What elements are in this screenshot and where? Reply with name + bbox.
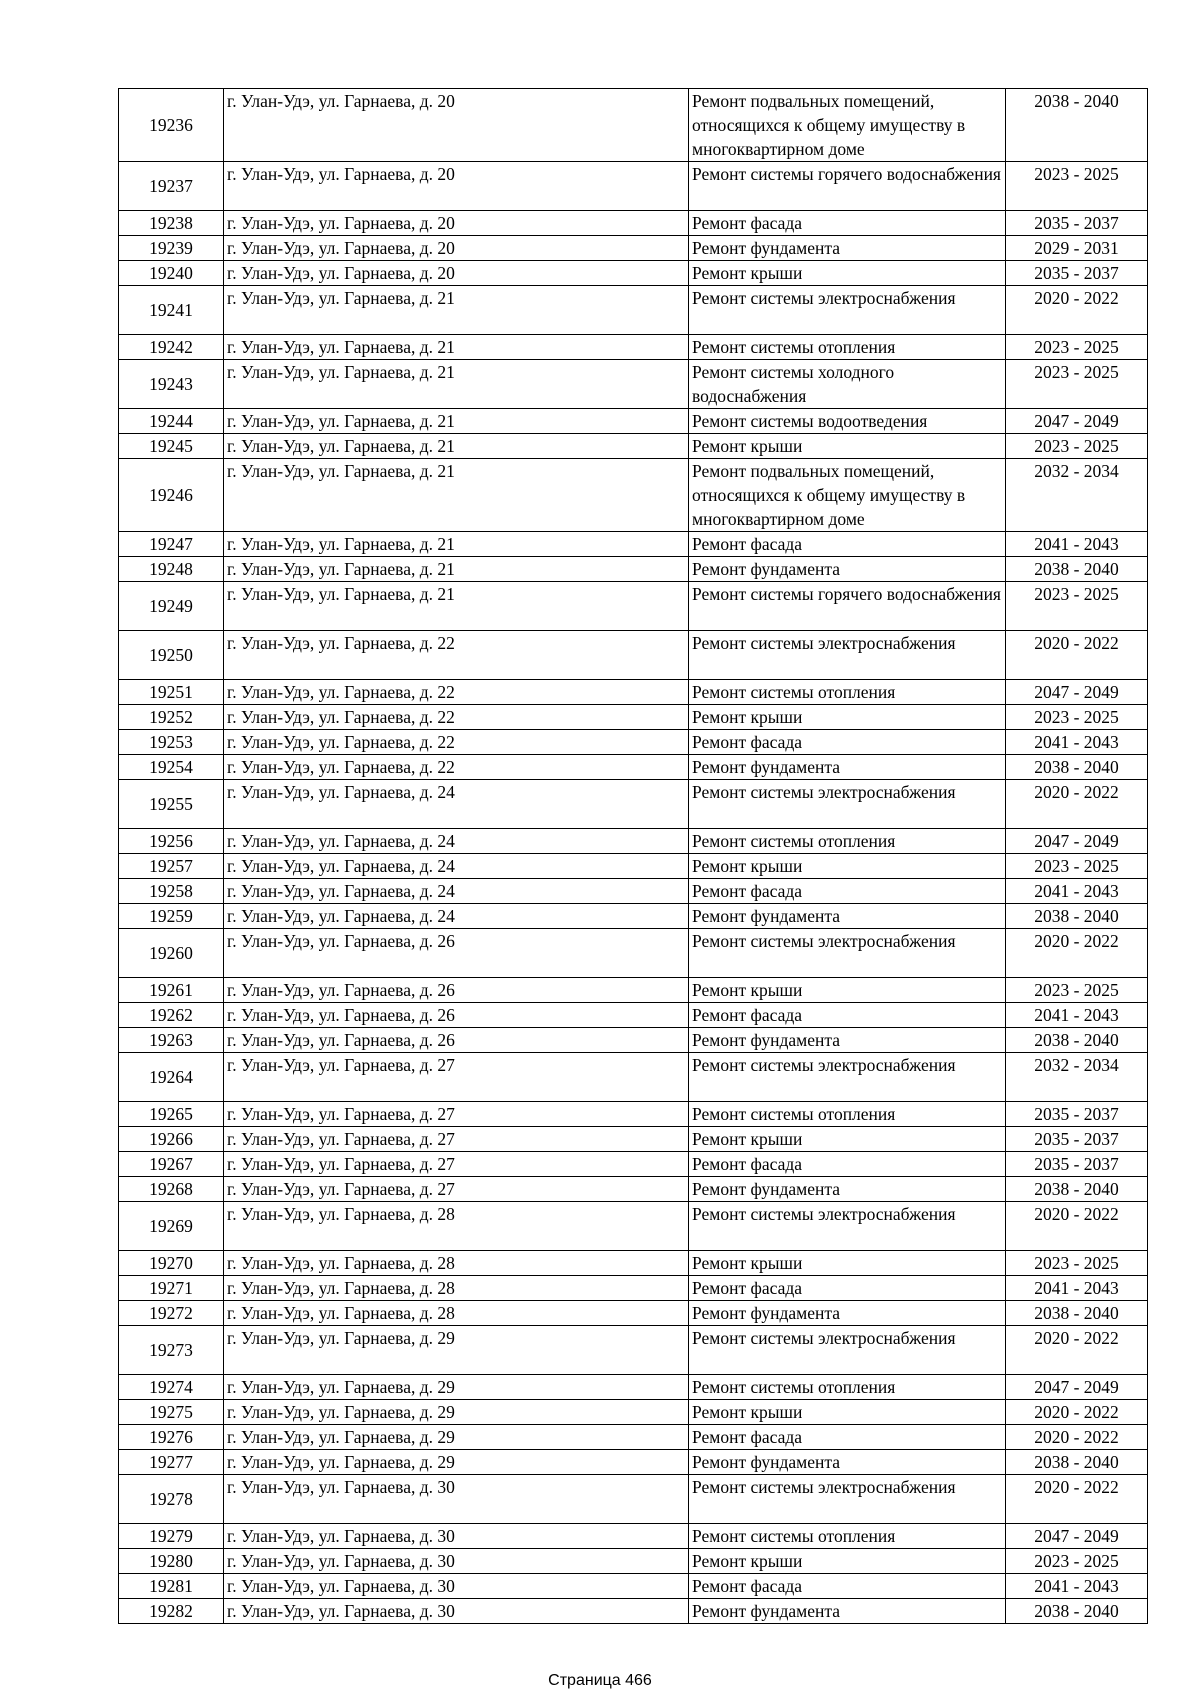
period-cell: 2023 - 2025 (1006, 335, 1148, 360)
row-id-cell: 19253 (119, 730, 224, 755)
period-cell: 2041 - 2043 (1006, 532, 1148, 557)
table-row (119, 904, 1148, 929)
address-cell: г. Улан-Удэ, ул. Гарнаева, д. 27 (224, 1152, 689, 1177)
period-cell: 2047 - 2049 (1006, 680, 1148, 705)
address-cell: г. Улан-Удэ, ул. Гарнаева, д. 29 (224, 1326, 689, 1375)
work-type-cell: Ремонт системы горячего водоснабжения (689, 162, 1006, 211)
row-id-cell: 19268 (119, 1177, 224, 1202)
table-row (119, 162, 1148, 211)
address-cell: г. Улан-Удэ, ул. Гарнаева, д. 21 (224, 557, 689, 582)
period-cell: 2032 - 2034 (1006, 459, 1148, 532)
table-row (119, 829, 1148, 854)
row-id-cell: 19246 (119, 459, 224, 532)
row-id-cell: 19247 (119, 532, 224, 557)
row-id-cell: 19266 (119, 1127, 224, 1152)
work-type-cell: Ремонт фасада (689, 1276, 1006, 1301)
table-row (119, 89, 1148, 162)
address-cell: г. Улан-Удэ, ул. Гарнаева, д. 26 (224, 1003, 689, 1028)
table-row (119, 360, 1148, 409)
table-row (119, 1102, 1148, 1127)
address-cell: г. Улан-Удэ, ул. Гарнаева, д. 22 (224, 705, 689, 730)
period-cell: 2047 - 2049 (1006, 829, 1148, 854)
period-cell: 2038 - 2040 (1006, 904, 1148, 929)
address-cell: г. Улан-Удэ, ул. Гарнаева, д. 24 (224, 879, 689, 904)
row-id-cell: 19264 (119, 1053, 224, 1102)
table-row (119, 1028, 1148, 1053)
work-type-cell: Ремонт крыши (689, 261, 1006, 286)
table-row (119, 557, 1148, 582)
table-body (119, 89, 1148, 1624)
address-cell: г. Улан-Удэ, ул. Гарнаева, д. 27 (224, 1053, 689, 1102)
table-row (119, 1375, 1148, 1400)
row-id-cell: 19257 (119, 854, 224, 879)
period-cell: 2038 - 2040 (1006, 1301, 1148, 1326)
work-type-cell: Ремонт фасада (689, 1425, 1006, 1450)
row-id-cell: 19239 (119, 236, 224, 261)
work-type-cell: Ремонт фундамента (689, 1028, 1006, 1053)
work-type-cell: Ремонт фасада (689, 1574, 1006, 1599)
table-row (119, 1177, 1148, 1202)
row-id-cell: 19251 (119, 680, 224, 705)
row-id-cell: 19271 (119, 1276, 224, 1301)
period-cell: 2023 - 2025 (1006, 705, 1148, 730)
address-cell: г. Улан-Удэ, ул. Гарнаева, д. 21 (224, 335, 689, 360)
address-cell: г. Улан-Удэ, ул. Гарнаева, д. 22 (224, 631, 689, 680)
row-id-cell: 19242 (119, 335, 224, 360)
work-type-cell: Ремонт системы отопления (689, 1524, 1006, 1549)
address-cell: г. Улан-Удэ, ул. Гарнаева, д. 28 (224, 1301, 689, 1326)
row-id-cell: 19254 (119, 755, 224, 780)
table-row (119, 631, 1148, 680)
work-type-cell: Ремонт системы водоотведения (689, 409, 1006, 434)
address-cell: г. Улан-Удэ, ул. Гарнаева, д. 29 (224, 1375, 689, 1400)
row-id-cell: 19278 (119, 1475, 224, 1524)
table-row (119, 1127, 1148, 1152)
table-row (119, 879, 1148, 904)
period-cell: 2041 - 2043 (1006, 730, 1148, 755)
table-row (119, 680, 1148, 705)
work-type-cell: Ремонт фасада (689, 1003, 1006, 1028)
period-cell: 2020 - 2022 (1006, 1202, 1148, 1251)
row-id-cell: 19263 (119, 1028, 224, 1053)
period-cell: 2023 - 2025 (1006, 1251, 1148, 1276)
row-id-cell: 19270 (119, 1251, 224, 1276)
row-id-cell: 19261 (119, 978, 224, 1003)
address-cell: г. Улан-Удэ, ул. Гарнаева, д. 26 (224, 978, 689, 1003)
address-cell: г. Улан-Удэ, ул. Гарнаева, д. 21 (224, 409, 689, 434)
address-cell: г. Улан-Удэ, ул. Гарнаева, д. 20 (224, 261, 689, 286)
address-cell: г. Улан-Удэ, ул. Гарнаева, д. 21 (224, 532, 689, 557)
row-id-cell: 19238 (119, 211, 224, 236)
work-type-cell: Ремонт крыши (689, 705, 1006, 730)
period-cell: 2038 - 2040 (1006, 557, 1148, 582)
address-cell: г. Улан-Удэ, ул. Гарнаева, д. 30 (224, 1599, 689, 1624)
repair-schedule-table-wrap (118, 88, 1147, 1624)
table-row (119, 409, 1148, 434)
table-row (119, 582, 1148, 631)
row-id-cell: 19267 (119, 1152, 224, 1177)
table-row (119, 459, 1148, 532)
row-id-cell: 19265 (119, 1102, 224, 1127)
work-type-cell: Ремонт системы электроснабжения (689, 631, 1006, 680)
row-id-cell: 19279 (119, 1524, 224, 1549)
work-type-cell: Ремонт фундамента (689, 1301, 1006, 1326)
row-id-cell: 19277 (119, 1450, 224, 1475)
table-row (119, 211, 1148, 236)
address-cell: г. Улан-Удэ, ул. Гарнаева, д. 30 (224, 1549, 689, 1574)
period-cell: 2047 - 2049 (1006, 409, 1148, 434)
table-row (119, 1276, 1148, 1301)
table-row (119, 532, 1148, 557)
work-type-cell: Ремонт системы горячего водоснабжения (689, 582, 1006, 631)
address-cell: г. Улан-Удэ, ул. Гарнаева, д. 20 (224, 162, 689, 211)
address-cell: г. Улан-Удэ, ул. Гарнаева, д. 28 (224, 1202, 689, 1251)
work-type-cell: Ремонт крыши (689, 978, 1006, 1003)
period-cell: 2041 - 2043 (1006, 1003, 1148, 1028)
work-type-cell: Ремонт крыши (689, 1400, 1006, 1425)
work-type-cell: Ремонт фасада (689, 532, 1006, 557)
period-cell: 2041 - 2043 (1006, 1574, 1148, 1599)
table-row (119, 286, 1148, 335)
period-cell: 2023 - 2025 (1006, 360, 1148, 409)
period-cell: 2038 - 2040 (1006, 755, 1148, 780)
work-type-cell: Ремонт системы холодного водоснабжения (689, 360, 1006, 409)
period-cell: 2023 - 2025 (1006, 1549, 1148, 1574)
period-cell: 2020 - 2022 (1006, 1475, 1148, 1524)
work-type-cell: Ремонт системы отопления (689, 1375, 1006, 1400)
address-cell: г. Улан-Удэ, ул. Гарнаева, д. 28 (224, 1251, 689, 1276)
period-cell: 2029 - 2031 (1006, 236, 1148, 261)
period-cell: 2020 - 2022 (1006, 286, 1148, 335)
work-type-cell: Ремонт системы электроснабжения (689, 929, 1006, 978)
work-type-cell: Ремонт подвальных помещений, относящихся к общему имуществу в многоквартирном доме (689, 459, 1006, 532)
table-row (119, 236, 1148, 261)
table-row (119, 1326, 1148, 1375)
repair-schedule-table (118, 88, 1148, 1624)
address-cell: г. Улан-Удэ, ул. Гарнаева, д. 21 (224, 434, 689, 459)
table-row (119, 780, 1148, 829)
address-cell: г. Улан-Удэ, ул. Гарнаева, д. 29 (224, 1450, 689, 1475)
work-type-cell: Ремонт крыши (689, 1251, 1006, 1276)
address-cell: г. Улан-Удэ, ул. Гарнаева, д. 20 (224, 236, 689, 261)
table-row (119, 1152, 1148, 1177)
row-id-cell: 19259 (119, 904, 224, 929)
row-id-cell: 19269 (119, 1202, 224, 1251)
work-type-cell: Ремонт крыши (689, 854, 1006, 879)
work-type-cell: Ремонт фундамента (689, 1599, 1006, 1624)
period-cell: 2023 - 2025 (1006, 854, 1148, 879)
work-type-cell: Ремонт фундамента (689, 904, 1006, 929)
period-cell: 2035 - 2037 (1006, 261, 1148, 286)
period-cell: 2038 - 2040 (1006, 1028, 1148, 1053)
period-cell: 2032 - 2034 (1006, 1053, 1148, 1102)
address-cell: г. Улан-Удэ, ул. Гарнаева, д. 24 (224, 904, 689, 929)
work-type-cell: Ремонт крыши (689, 434, 1006, 459)
work-type-cell: Ремонт системы отопления (689, 1102, 1006, 1127)
table-row (119, 1524, 1148, 1549)
period-cell: 2023 - 2025 (1006, 582, 1148, 631)
table-row (119, 1301, 1148, 1326)
table-row (119, 1425, 1148, 1450)
period-cell: 2035 - 2037 (1006, 211, 1148, 236)
period-cell: 2035 - 2037 (1006, 1152, 1148, 1177)
row-id-cell: 19256 (119, 829, 224, 854)
address-cell: г. Улан-Удэ, ул. Гарнаева, д. 24 (224, 854, 689, 879)
row-id-cell: 19244 (119, 409, 224, 434)
table-row (119, 1549, 1148, 1574)
work-type-cell: Ремонт фундамента (689, 557, 1006, 582)
work-type-cell: Ремонт системы электроснабжения (689, 1326, 1006, 1375)
table-row (119, 434, 1148, 459)
address-cell: г. Улан-Удэ, ул. Гарнаева, д. 30 (224, 1574, 689, 1599)
row-id-cell: 19248 (119, 557, 224, 582)
table-row (119, 854, 1148, 879)
row-id-cell: 19276 (119, 1425, 224, 1450)
address-cell: г. Улан-Удэ, ул. Гарнаева, д. 29 (224, 1425, 689, 1450)
row-id-cell: 19240 (119, 261, 224, 286)
row-id-cell: 19260 (119, 929, 224, 978)
row-id-cell: 19241 (119, 286, 224, 335)
table-row (119, 705, 1148, 730)
address-cell: г. Улан-Удэ, ул. Гарнаева, д. 28 (224, 1276, 689, 1301)
period-cell: 2038 - 2040 (1006, 1450, 1148, 1475)
work-type-cell: Ремонт системы отопления (689, 680, 1006, 705)
address-cell: г. Улан-Удэ, ул. Гарнаева, д. 21 (224, 286, 689, 335)
period-cell: 2023 - 2025 (1006, 162, 1148, 211)
work-type-cell: Ремонт системы отопления (689, 829, 1006, 854)
period-cell: 2041 - 2043 (1006, 1276, 1148, 1301)
row-id-cell: 19245 (119, 434, 224, 459)
period-cell: 2038 - 2040 (1006, 1599, 1148, 1624)
table-row (119, 730, 1148, 755)
period-cell: 2047 - 2049 (1006, 1524, 1148, 1549)
work-type-cell: Ремонт крыши (689, 1127, 1006, 1152)
table-row (119, 755, 1148, 780)
address-cell: г. Улан-Удэ, ул. Гарнаева, д. 27 (224, 1177, 689, 1202)
address-cell: г. Улан-Удэ, ул. Гарнаева, д. 20 (224, 211, 689, 236)
page-number: Страница 466 (548, 1672, 652, 1689)
period-cell: 2041 - 2043 (1006, 879, 1148, 904)
row-id-cell: 19236 (119, 89, 224, 162)
table-row (119, 1400, 1148, 1425)
table-row (119, 1053, 1148, 1102)
address-cell: г. Улан-Удэ, ул. Гарнаева, д. 20 (224, 89, 689, 162)
period-cell: 2020 - 2022 (1006, 780, 1148, 829)
table-row (119, 1251, 1148, 1276)
work-type-cell: Ремонт фундамента (689, 1450, 1006, 1475)
work-type-cell: Ремонт системы электроснабжения (689, 1053, 1006, 1102)
row-id-cell: 19274 (119, 1375, 224, 1400)
table-row (119, 1475, 1148, 1524)
period-cell: 2035 - 2037 (1006, 1102, 1148, 1127)
work-type-cell: Ремонт фасада (689, 211, 1006, 236)
period-cell: 2020 - 2022 (1006, 631, 1148, 680)
row-id-cell: 19252 (119, 705, 224, 730)
address-cell: г. Улан-Удэ, ул. Гарнаева, д. 24 (224, 780, 689, 829)
period-cell: 2047 - 2049 (1006, 1375, 1148, 1400)
address-cell: г. Улан-Удэ, ул. Гарнаева, д. 22 (224, 755, 689, 780)
address-cell: г. Улан-Удэ, ул. Гарнаева, д. 22 (224, 730, 689, 755)
work-type-cell: Ремонт системы электроснабжения (689, 1202, 1006, 1251)
period-cell: 2020 - 2022 (1006, 929, 1148, 978)
row-id-cell: 19250 (119, 631, 224, 680)
address-cell: г. Улан-Удэ, ул. Гарнаева, д. 30 (224, 1475, 689, 1524)
period-cell: 2038 - 2040 (1006, 89, 1148, 162)
address-cell: г. Улан-Удэ, ул. Гарнаева, д. 30 (224, 1524, 689, 1549)
work-type-cell: Ремонт фундамента (689, 236, 1006, 261)
work-type-cell: Ремонт системы электроснабжения (689, 1475, 1006, 1524)
work-type-cell: Ремонт фасада (689, 730, 1006, 755)
row-id-cell: 19282 (119, 1599, 224, 1624)
period-cell: 2035 - 2037 (1006, 1127, 1148, 1152)
row-id-cell: 19262 (119, 1003, 224, 1028)
period-cell: 2020 - 2022 (1006, 1400, 1148, 1425)
address-cell: г. Улан-Удэ, ул. Гарнаева, д. 24 (224, 829, 689, 854)
row-id-cell: 19275 (119, 1400, 224, 1425)
period-cell: 2023 - 2025 (1006, 978, 1148, 1003)
row-id-cell: 19249 (119, 582, 224, 631)
period-cell: 2020 - 2022 (1006, 1425, 1148, 1450)
work-type-cell: Ремонт подвальных помещений, относящихся к общему имуществу в многоквартирном доме (689, 89, 1006, 162)
work-type-cell: Ремонт фасада (689, 879, 1006, 904)
work-type-cell: Ремонт системы электроснабжения (689, 286, 1006, 335)
address-cell: г. Улан-Удэ, ул. Гарнаева, д. 21 (224, 360, 689, 409)
work-type-cell: Ремонт фундамента (689, 755, 1006, 780)
address-cell: г. Улан-Удэ, ул. Гарнаева, д. 27 (224, 1102, 689, 1127)
work-type-cell: Ремонт системы электроснабжения (689, 780, 1006, 829)
work-type-cell: Ремонт фундамента (689, 1177, 1006, 1202)
work-type-cell: Ремонт системы отопления (689, 335, 1006, 360)
address-cell: г. Улан-Удэ, ул. Гарнаева, д. 21 (224, 582, 689, 631)
address-cell: г. Улан-Удэ, ул. Гарнаева, д. 29 (224, 1400, 689, 1425)
table-row (119, 1450, 1148, 1475)
row-id-cell: 19281 (119, 1574, 224, 1599)
address-cell: г. Улан-Удэ, ул. Гарнаева, д. 22 (224, 680, 689, 705)
table-row (119, 1574, 1148, 1599)
row-id-cell: 19237 (119, 162, 224, 211)
row-id-cell: 19243 (119, 360, 224, 409)
period-cell: 2023 - 2025 (1006, 434, 1148, 459)
row-id-cell: 19280 (119, 1549, 224, 1574)
period-cell: 2020 - 2022 (1006, 1326, 1148, 1375)
table-row (119, 1003, 1148, 1028)
table-row (119, 1599, 1148, 1624)
work-type-cell: Ремонт крыши (689, 1549, 1006, 1574)
row-id-cell: 19255 (119, 780, 224, 829)
address-cell: г. Улан-Удэ, ул. Гарнаева, д. 26 (224, 1028, 689, 1053)
work-type-cell: Ремонт фасада (689, 1152, 1006, 1177)
table-row (119, 929, 1148, 978)
row-id-cell: 19273 (119, 1326, 224, 1375)
table-row (119, 261, 1148, 286)
period-cell: 2038 - 2040 (1006, 1177, 1148, 1202)
row-id-cell: 19272 (119, 1301, 224, 1326)
address-cell: г. Улан-Удэ, ул. Гарнаева, д. 26 (224, 929, 689, 978)
address-cell: г. Улан-Удэ, ул. Гарнаева, д. 21 (224, 459, 689, 532)
address-cell: г. Улан-Удэ, ул. Гарнаева, д. 27 (224, 1127, 689, 1152)
row-id-cell: 19258 (119, 879, 224, 904)
table-row (119, 1202, 1148, 1251)
table-row (119, 978, 1148, 1003)
table-row (119, 335, 1148, 360)
